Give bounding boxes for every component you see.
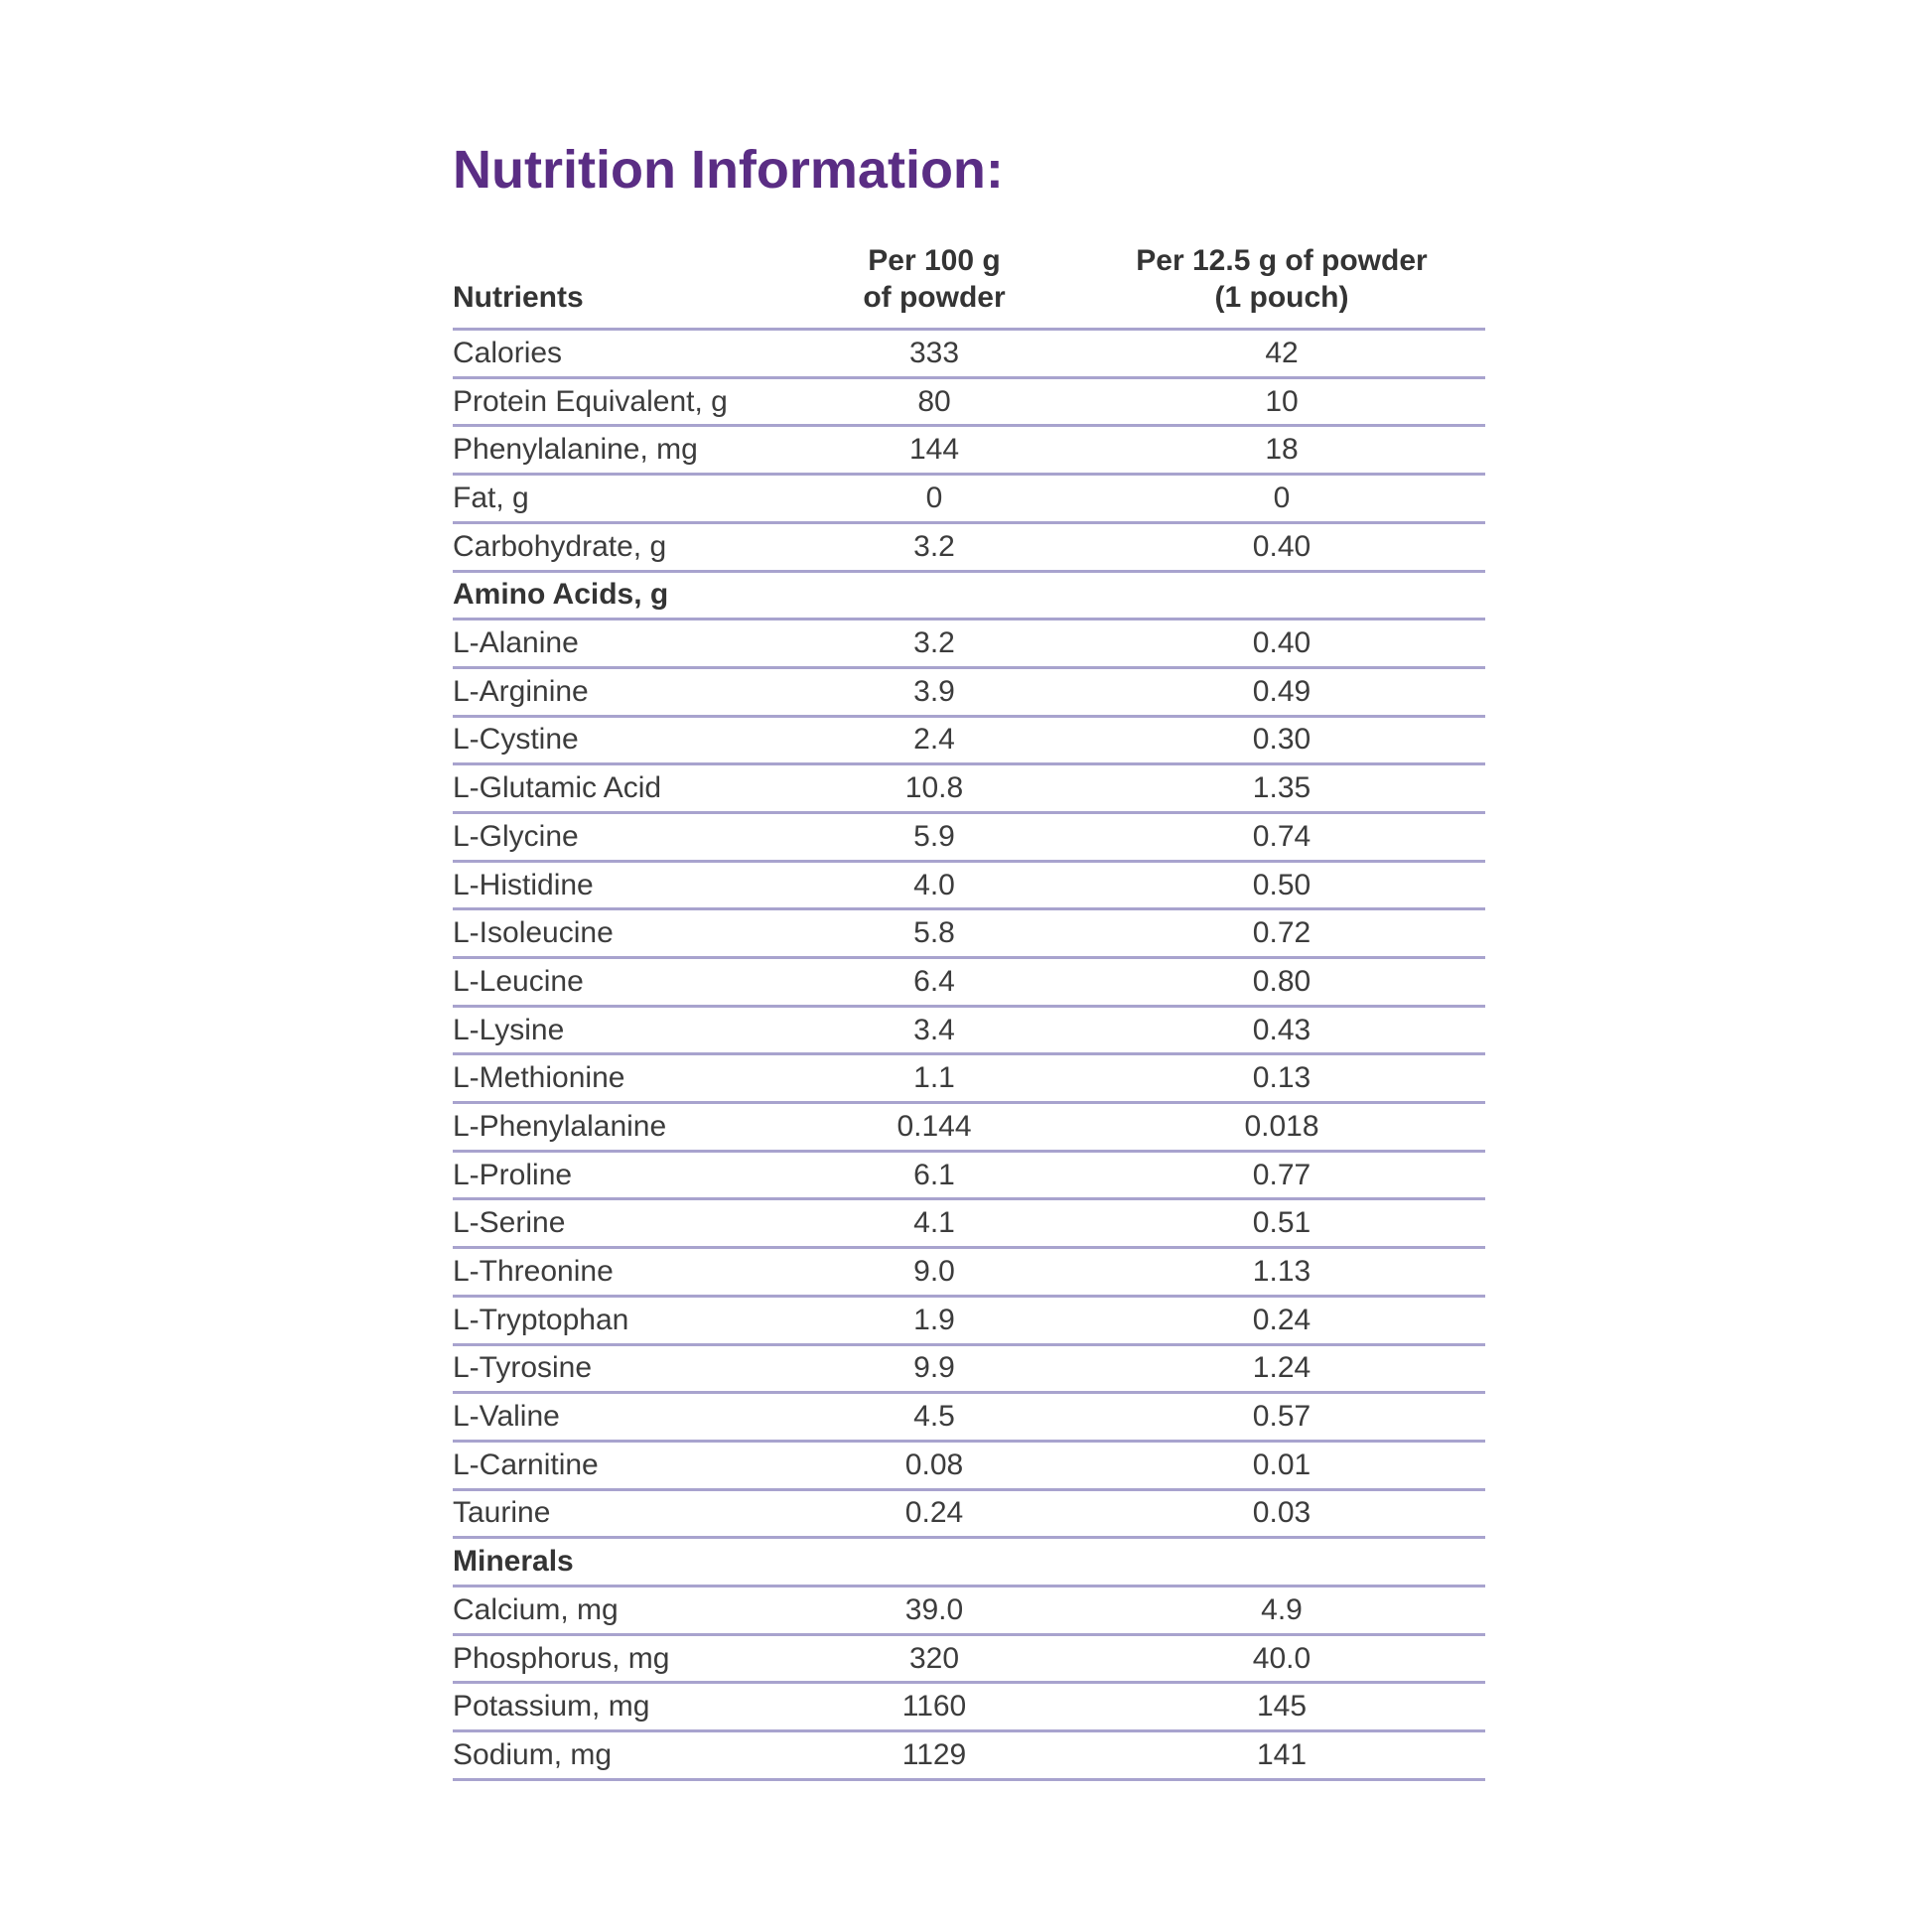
table-row: [453, 1394, 1485, 1443]
page-title: Nutrition Information:: [453, 140, 1004, 200]
per-100g-value: 1.9: [913, 1303, 955, 1336]
per-pouch-value: 0.57: [1252, 1400, 1311, 1434]
nutrient-label: L-Phenylalanine: [453, 1109, 667, 1143]
nutrient-label: L-Alanine: [453, 626, 579, 660]
per-100g-value: 2.4: [913, 723, 955, 757]
per-pouch-value: 0.40: [1252, 529, 1311, 563]
nutrient-label: L-Methionine: [453, 1061, 625, 1095]
per-100g-value: 333: [908, 336, 960, 369]
column-header-nutrients: Nutrients: [453, 281, 584, 315]
nutrient-label: Fat, g: [453, 482, 529, 514]
nutrient-label: Phosphorus, mg: [453, 1641, 670, 1675]
table-row: [453, 621, 1485, 669]
table-row: [453, 524, 1485, 573]
column-header-per-pouch-line1: Per 12.5 g of powder: [1136, 244, 1428, 278]
table-row: [453, 427, 1485, 476]
per-100g-value: 3.4: [913, 1013, 955, 1046]
per-100g-value: 1.1: [913, 1061, 955, 1095]
nutrition-panel: [453, 139, 1485, 1781]
table-row: [453, 1200, 1485, 1249]
per-pouch-value: 0.74: [1252, 819, 1311, 853]
nutrient-label: Calcium, mg: [453, 1592, 619, 1626]
nutrient-label: L-Arginine: [453, 674, 589, 708]
table-row: [453, 1153, 1485, 1201]
nutrient-label: L-Histidine: [453, 868, 594, 901]
table-row: [453, 959, 1485, 1008]
per-pouch-value: 0.018: [1244, 1109, 1319, 1143]
per-pouch-value: 0.03: [1252, 1496, 1311, 1530]
per-100g-value: 3.2: [913, 529, 955, 563]
table-row: [453, 1104, 1485, 1153]
nutrient-label: L-Leucine: [453, 964, 584, 998]
table-row: [453, 718, 1485, 766]
nutrient-label: Potassium, mg: [453, 1690, 650, 1724]
table-row: [453, 910, 1485, 959]
per-pouch-value: 0.13: [1252, 1061, 1311, 1095]
nutrient-label: Taurine: [453, 1496, 551, 1530]
nutrient-label: L-Valine: [453, 1400, 560, 1434]
nutrient-label: Phenylalanine, mg: [453, 433, 698, 467]
table-row: [453, 1055, 1485, 1104]
per-100g-value: 144: [908, 433, 960, 467]
per-pouch-value: 1.13: [1252, 1255, 1311, 1288]
per-pouch-value: 145: [1256, 1690, 1308, 1724]
table-row: [453, 1443, 1485, 1491]
nutrient-label: Amino Acids, g: [453, 578, 669, 612]
nutrient-label: Protein Equivalent, g: [453, 384, 728, 418]
table-row: [453, 1636, 1485, 1685]
per-pouch-value: 42: [1265, 336, 1299, 369]
per-pouch-value: 4.9: [1261, 1592, 1303, 1626]
nutrient-label: L-Proline: [453, 1158, 573, 1191]
per-pouch-value: 18: [1265, 433, 1299, 467]
per-100g-value: 5.9: [913, 819, 955, 853]
per-100g-value: 6.1: [913, 1158, 955, 1191]
nutrient-label: L-Cystine: [453, 723, 579, 757]
per-100g-value: 4.0: [913, 868, 955, 901]
per-pouch-value: 0.01: [1252, 1448, 1311, 1481]
per-100g-value: 4.1: [913, 1206, 955, 1240]
table-row: [453, 1684, 1485, 1732]
table-row: [453, 379, 1485, 428]
per-100g-value: 0.08: [904, 1448, 964, 1481]
nutrient-label: L-Isoleucine: [453, 916, 614, 950]
nutrient-label: Calories: [453, 336, 563, 369]
per-pouch-value: 1.24: [1252, 1351, 1311, 1385]
nutrient-label: L-Serine: [453, 1206, 566, 1240]
column-header-per-pouch-line2: (1 pouch): [1214, 281, 1349, 315]
table-row: [453, 476, 1485, 524]
table-row: [453, 1491, 1485, 1540]
table-row: [453, 814, 1485, 863]
section-header-row: [453, 1539, 1485, 1587]
column-header-per-pouch: [1078, 242, 1485, 316]
table-row: [453, 1249, 1485, 1298]
table-row: [453, 863, 1485, 911]
per-100g-value: 9.9: [913, 1351, 955, 1385]
per-pouch-value: 0.49: [1252, 674, 1311, 708]
per-100g-value: 9.0: [913, 1255, 955, 1288]
per-pouch-value: 0.51: [1252, 1206, 1311, 1240]
per-100g-value: 1160: [901, 1690, 967, 1724]
nutrient-label: L-Carnitine: [453, 1448, 599, 1481]
per-100g-value: 0: [925, 482, 943, 514]
table-row: [453, 1587, 1485, 1636]
column-header-per-100g: [790, 242, 1078, 316]
per-100g-value: 3.9: [913, 674, 955, 708]
column-header-per-100g-line2: of powder: [863, 281, 1006, 315]
per-pouch-value: 0.40: [1252, 626, 1311, 660]
per-pouch-value: 1.35: [1252, 771, 1311, 805]
per-pouch-value: 0.72: [1252, 916, 1311, 950]
per-pouch-value: 0.30: [1252, 723, 1311, 757]
per-100g-value: 10.8: [904, 771, 964, 805]
per-100g-value: 320: [908, 1641, 960, 1675]
per-100g-value: 5.8: [913, 916, 955, 950]
table-row: [453, 1008, 1485, 1056]
table-row: [453, 331, 1485, 379]
nutrient-label: L-Tyrosine: [453, 1351, 593, 1385]
per-pouch-value: 0: [1273, 482, 1291, 514]
per-100g-value: 0.24: [904, 1496, 964, 1530]
nutrient-label: Sodium, mg: [453, 1737, 613, 1771]
nutrient-label: L-Glycine: [453, 819, 579, 853]
per-pouch-value: 141: [1256, 1737, 1308, 1771]
table-row: [453, 1346, 1485, 1395]
per-pouch-value: 0.43: [1252, 1013, 1311, 1046]
nutrition-table-body: [453, 328, 1485, 1781]
per-pouch-value: 0.80: [1252, 964, 1311, 998]
table-row: [453, 765, 1485, 814]
nutrient-label: Carbohydrate, g: [453, 529, 667, 563]
column-header-per-100g-line1: Per 100 g: [868, 244, 1001, 278]
table-row: [453, 1732, 1485, 1781]
per-pouch-value: 0.77: [1252, 1158, 1311, 1191]
per-pouch-value: 10: [1265, 384, 1299, 418]
per-pouch-value: 40.0: [1252, 1641, 1311, 1675]
per-100g-value: 0.144: [897, 1109, 972, 1143]
per-100g-value: 39.0: [904, 1592, 964, 1626]
table-row: [453, 1298, 1485, 1346]
per-pouch-value: 0.50: [1252, 868, 1311, 901]
table-row: [453, 669, 1485, 718]
section-header-row: [453, 573, 1485, 621]
nutrient-label: L-Lysine: [453, 1013, 565, 1046]
nutrient-label: L-Tryptophan: [453, 1303, 629, 1336]
nutrient-label: Minerals: [453, 1545, 574, 1579]
per-100g-value: 1129: [901, 1737, 967, 1771]
per-100g-value: 3.2: [913, 626, 955, 660]
nutrient-label: L-Threonine: [453, 1255, 614, 1288]
per-100g-value: 80: [917, 384, 951, 418]
table-header-row: [453, 242, 1485, 328]
per-100g-value: 4.5: [913, 1400, 955, 1434]
per-pouch-value: 0.24: [1252, 1303, 1311, 1336]
per-100g-value: 6.4: [913, 964, 955, 998]
nutrient-label: L-Glutamic Acid: [453, 771, 662, 805]
